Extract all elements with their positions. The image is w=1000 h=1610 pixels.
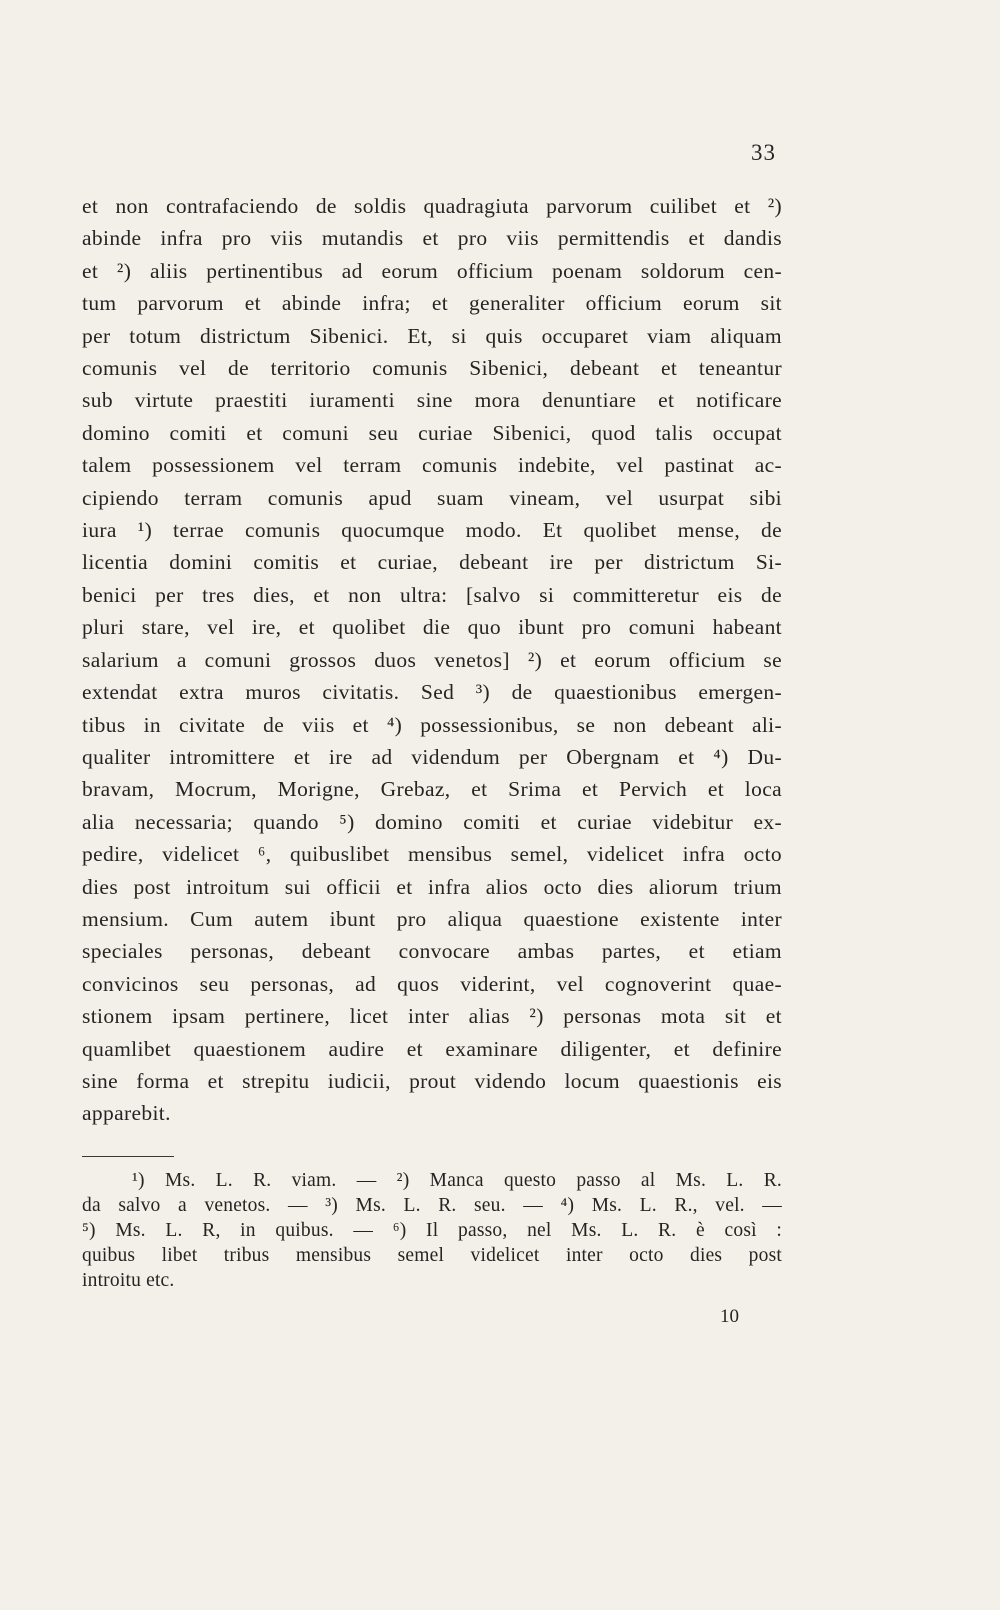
text-line: cipiendo terram comunis apud suam vineam, vel usurpat sibi (82, 485, 782, 510)
text-line: alia necessaria; quando ⁵) domino comiti et curiae videbitur ex- (82, 809, 782, 834)
text-line: talem possessionem vel terram comunis indebite, vel pastinat ac- (82, 453, 782, 478)
text-line: mensium. Cum autem ibunt pro aliqua quaestione existente inter (82, 906, 782, 931)
text-line: tibus in civitate de viis et ⁴) possessionibus, se non debeant ali- (82, 712, 782, 737)
text-line: comunis vel de territorio comunis Sibenici, debeant et teneantur (82, 356, 782, 381)
text-line: domino comiti et comuni seu curiae Sibenici, quod talis occupat (82, 420, 782, 445)
text-line: convicinos seu personas, ad quos viderint, vel cognoverint quae- (82, 971, 782, 996)
text-line: pedire, videlicet ⁶, quibuslibet mensibus semel, videlicet infra octo (82, 842, 782, 867)
text-line: qualiter intromittere et ire ad videndum per Obergnam et ⁴) Du- (82, 744, 782, 769)
text-line: bravam, Mocrum, Morigne, Grebaz, et Srima et Pervich et loca (82, 777, 782, 802)
footnote-line: ⁵) Ms. L. R, in quibus. — ⁶) Il passo, nel Ms. L. R. è così : (82, 1220, 782, 1241)
footnote-line: quibus libet tribus mensibus semel videlicet inter octo dies post (82, 1245, 782, 1266)
text-line: pluri stare, vel ire, et quolibet die quo ibunt pro comuni habeant (82, 615, 782, 640)
text-line: sub virtute praestiti iuramenti sine mora denuntiare et notificare (82, 388, 782, 413)
signature-mark: 10 (720, 1306, 739, 1327)
text-line: per totum districtum Sibenici. Et, si quis occuparet viam aliquam (82, 323, 782, 348)
footnote-line: ¹) Ms. L. R. viam. — ²) Manca questo passo al Ms. L. R. (132, 1170, 782, 1191)
text-line: speciales personas, debeant convocare ambas partes, et etiam (82, 939, 782, 964)
text-line: tum parvorum et abinde infra; et generaliter officium eorum sit (82, 291, 782, 316)
text-line: extendat extra muros civitatis. Sed ³) de quaestionibus emergen- (82, 680, 782, 705)
body-text (82, 190, 782, 1130)
text-line: benici per tres dies, et non ultra: [salvo si committeretur eis de (82, 582, 782, 607)
footnotes (82, 1168, 782, 1293)
text-line: et ²) aliis pertinentibus ad eorum officium poenam soldorum cen- (82, 258, 782, 283)
page-number: 33 (751, 140, 776, 165)
text-line: dies post introitum sui officii et infra alios octo dies aliorum trium (82, 874, 782, 899)
text-line: sine forma et strepitu iudicii, prout videndo locum quaestionis eis (82, 1068, 782, 1093)
text-line: licentia domini comitis et curiae, debeant ire per districtum Si- (82, 550, 782, 575)
text-line: abinde infra pro viis mutandis et pro viis permittendis et dandis (82, 226, 782, 251)
text-line: apparebit. (82, 1101, 171, 1126)
text-line: et non contrafaciendo de soldis quadragiuta parvorum cuilibet et ²) (82, 194, 782, 218)
footnote-line: da salvo a venetos. — ³) Ms. L. R. seu. — ⁴) Ms. L. R., vel. — (82, 1195, 782, 1216)
footnote-divider (82, 1156, 174, 1157)
text-line: iura ¹) terrae comunis quocumque modo. Et quolibet mense, de (82, 518, 782, 543)
text-line: salarium a comuni grossos duos venetos] ²) et eorum officium se (82, 647, 782, 672)
text-line: stionem ipsam pertinere, licet inter alias ²) personas mota sit et (82, 1004, 782, 1029)
text-line: quamlibet quaestionem audire et examinare diligenter, et definire (82, 1036, 782, 1061)
footnote-line: introitu etc. (82, 1270, 175, 1291)
